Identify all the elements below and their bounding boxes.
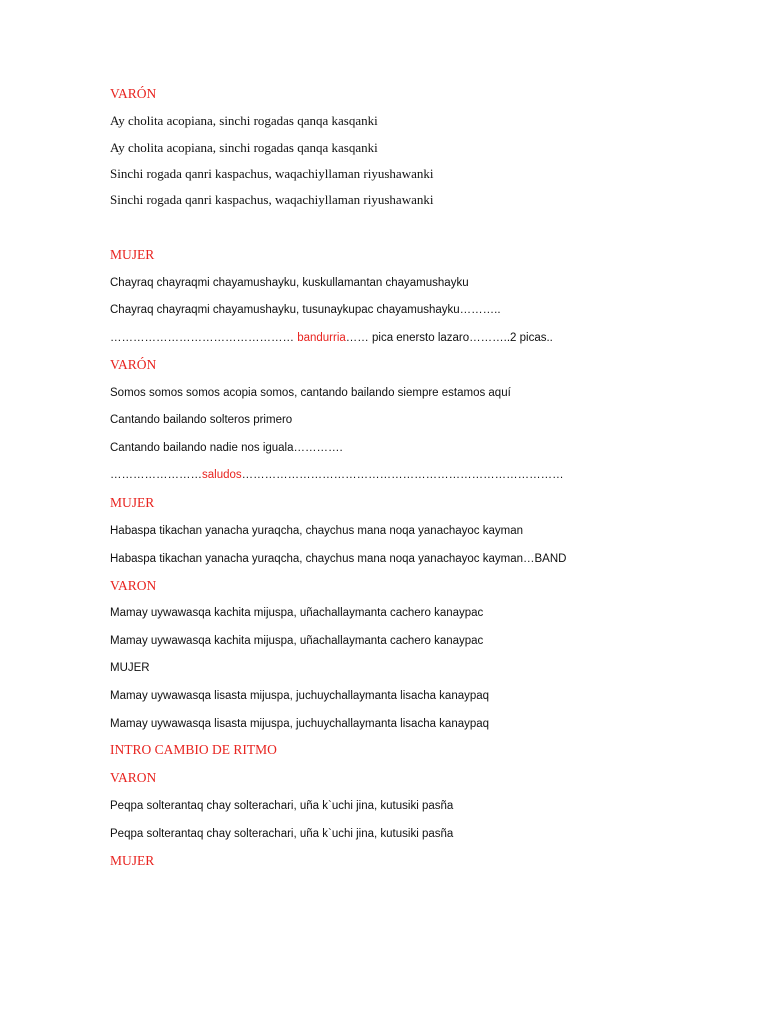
dotted-filler: ………………………………………… xyxy=(110,332,294,344)
lyric-line: Cantando bailando solteros primero xyxy=(110,414,293,426)
lyric-line: Peqpa solterantaq chay solterachari, uña k`uchi jina, kutusiki pasña xyxy=(110,800,454,812)
section-heading-varon: VARÓN xyxy=(110,86,157,101)
lyric-line: Chayraq chayraqmi chayamushayku, kuskullamantan chayamushayku xyxy=(110,277,469,289)
instrument-cue: bandurria xyxy=(297,332,346,344)
section-heading-varon: VARON xyxy=(110,770,157,785)
section-heading-intro: INTRO CAMBIO DE RITMO xyxy=(110,742,277,757)
lyric-line: Mamay uywawasqa kachita mijuspa, uñachallaymanta cachero kanaypac xyxy=(110,607,484,619)
cue-note: …… pica enersto lazaro………..2 picas.. xyxy=(345,332,553,344)
lyric-line: Cantando bailando nadie nos iguala…………. xyxy=(110,442,343,454)
lyric-line: Mamay uywawasqa lisasta mijuspa, juchuychallaymanta lisacha kanaypaq xyxy=(110,718,490,730)
lyric-line: Ay cholita acopiana, sinchi rogadas qanqa kasqanki xyxy=(110,140,378,155)
lyric-line: Mamay uywawasqa lisasta mijuspa, juchuychallaymanta lisacha kanaypaq xyxy=(110,690,490,702)
saludos-cue-line xyxy=(110,467,564,483)
lyric-line: Habaspa tikachan yanacha yuraqcha, chaychus mana noqa yanachayoc kayman xyxy=(110,525,523,537)
lyric-line: Chayraq chayraqmi chayamushayku, tusunaykupac chayamushayku……….. xyxy=(110,304,501,316)
section-heading-mujer: MUJER xyxy=(110,247,155,262)
section-heading-mujer: MUJER xyxy=(110,495,155,510)
lyric-line: Sinchi rogada qanri kaspachus, waqachiyllaman riyushawanki xyxy=(110,166,434,181)
lyric-line: Somos somos somos acopia somos, cantando bailando siempre estamos aquí xyxy=(110,387,511,399)
instrument-cue-line xyxy=(110,330,553,346)
section-heading-varon: VARON xyxy=(110,578,157,593)
dotted-filler: ………………………………………………………………………… xyxy=(241,469,564,481)
saludos-cue: saludos xyxy=(202,469,242,481)
lyric-line: Ay cholita acopiana, sinchi rogadas qanqa kasqanki xyxy=(110,113,378,128)
dotted-filler: …………………… xyxy=(110,469,202,481)
section-heading-mujer: MUJER xyxy=(110,853,155,868)
lyric-line: Peqpa solterantaq chay solterachari, uña k`uchi jina, kutusiki pasña xyxy=(110,828,454,840)
lyric-line: Mamay uywawasqa kachita mijuspa, uñachallaymanta cachero kanaypac xyxy=(110,635,484,647)
lyric-line: Sinchi rogada qanri kaspachus, waqachiyllaman riyushawanki xyxy=(110,192,434,207)
section-heading-varon: VARÓN xyxy=(110,357,157,372)
lyric-line: Habaspa tikachan yanacha yuraqcha, chaychus mana noqa yanachayoc kayman…BAND xyxy=(110,553,567,565)
speaker-label-mujer: MUJER xyxy=(110,662,150,674)
